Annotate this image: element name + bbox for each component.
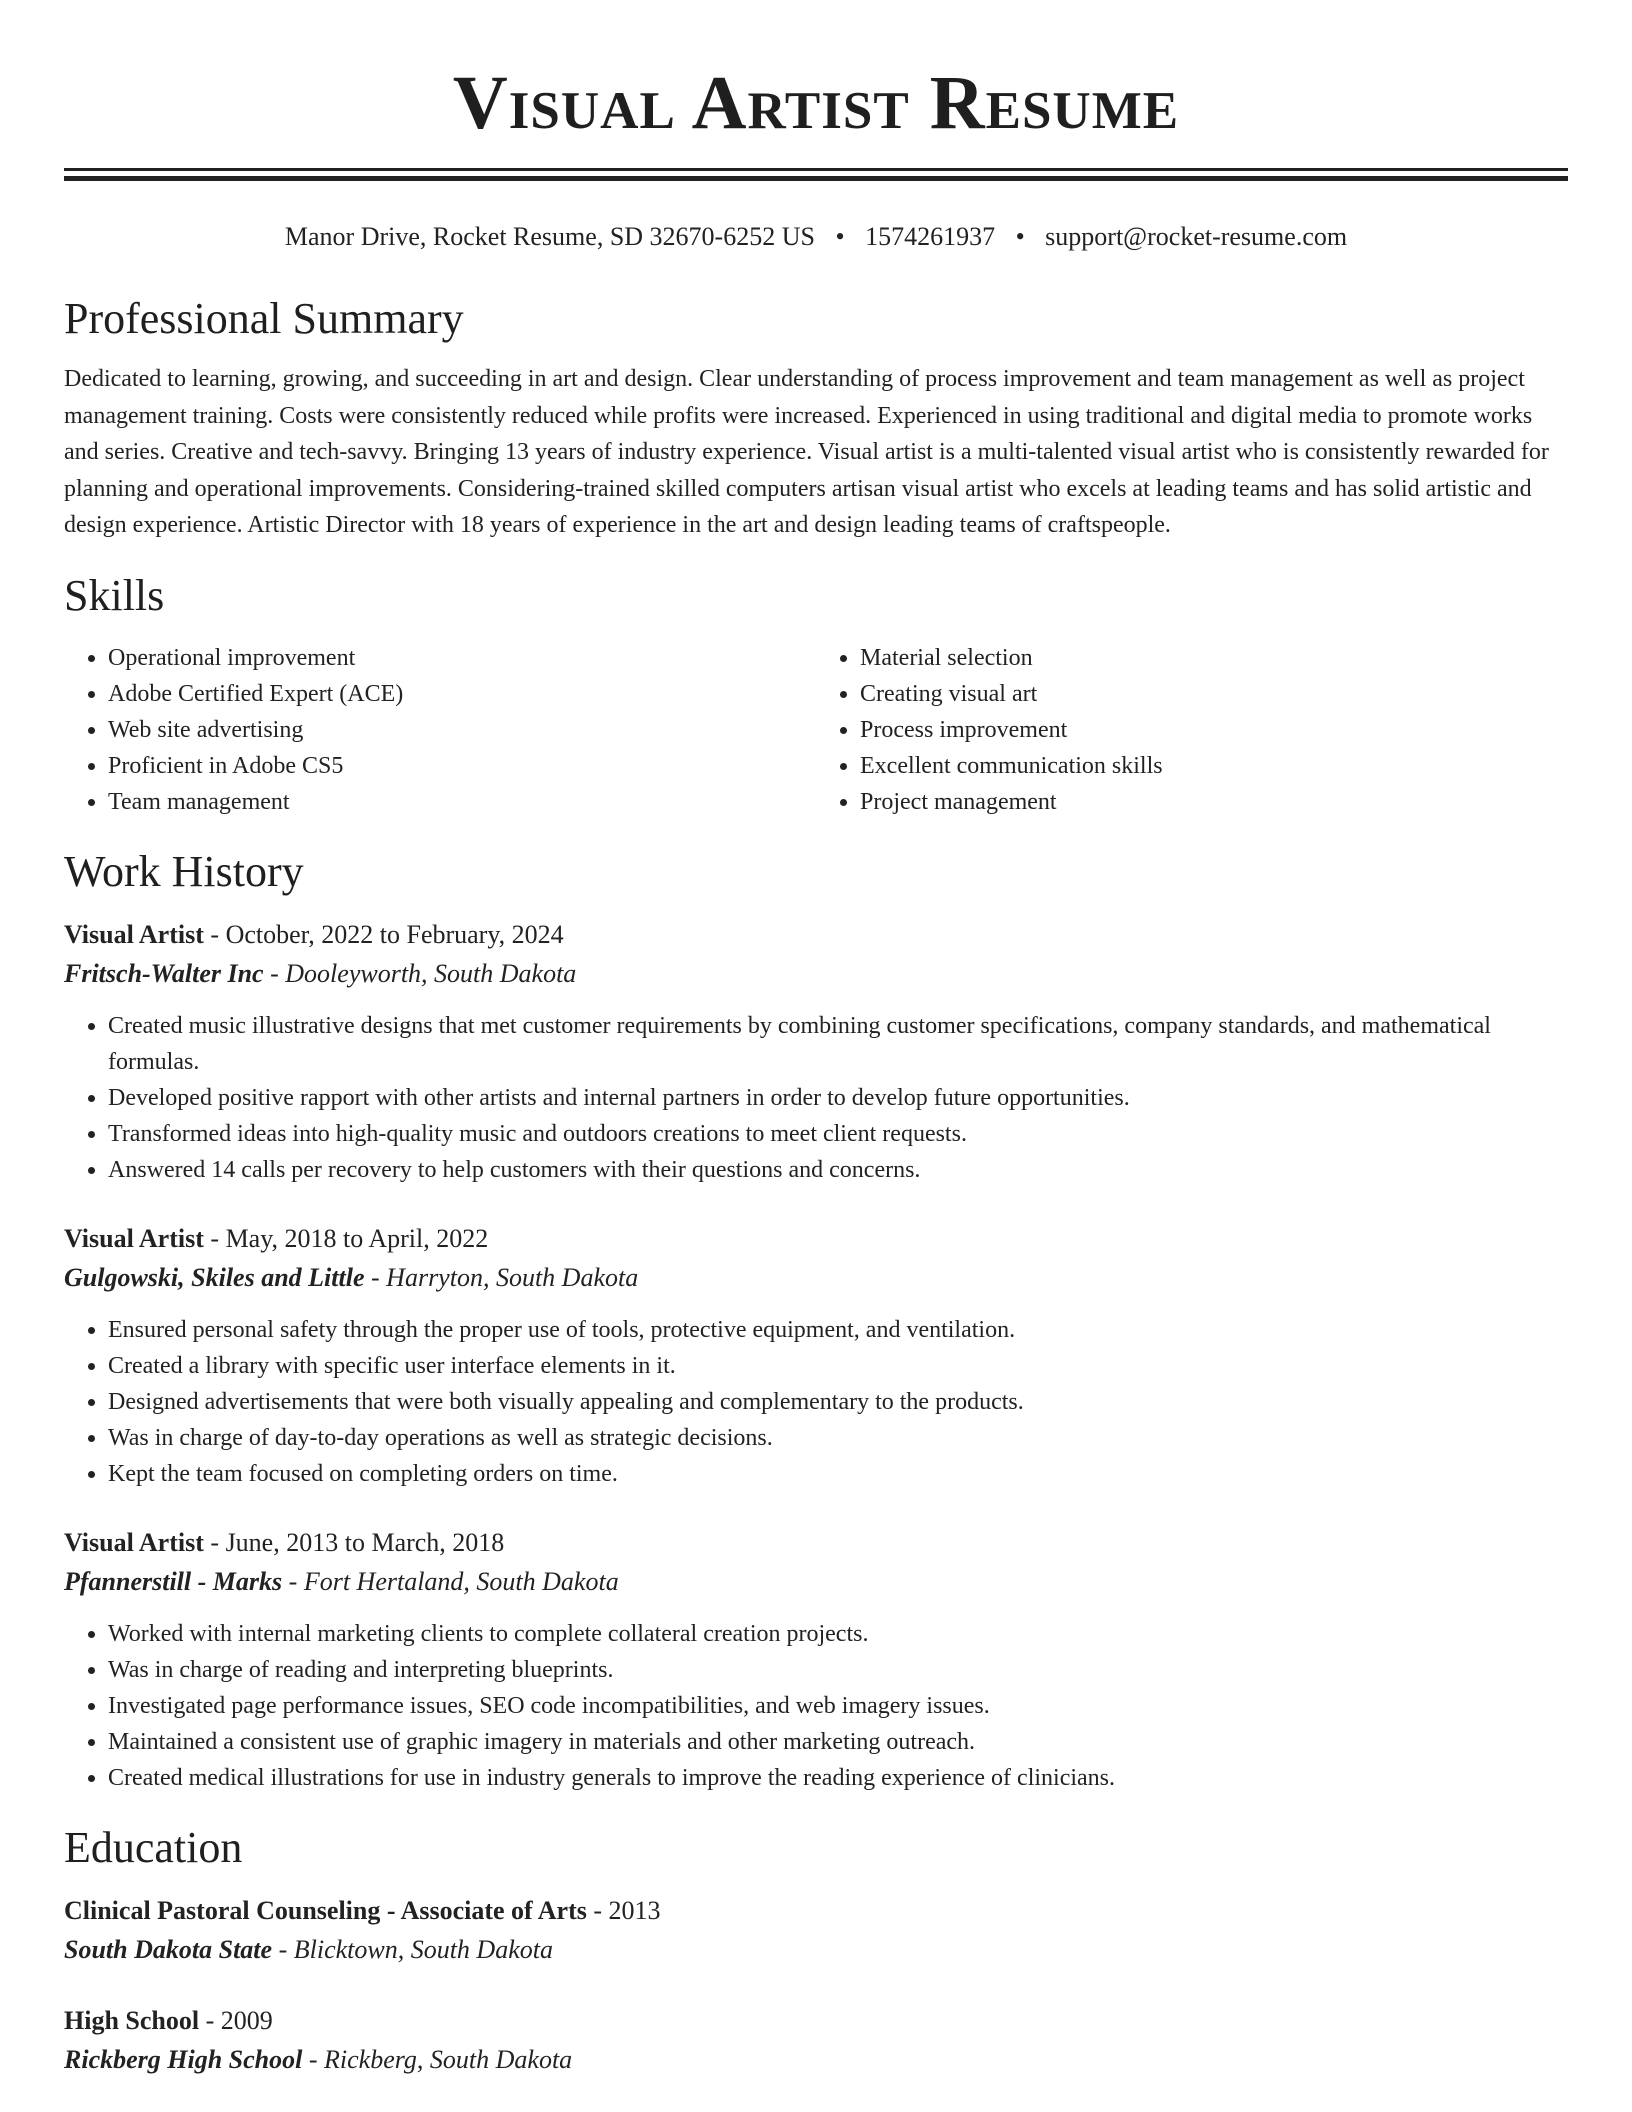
school-location: Rickberg, South Dakota <box>324 2044 573 2074</box>
skill-item: • Project management <box>860 784 1568 820</box>
graduation-year: 2009 <box>220 2005 273 2035</box>
school-line: South Dakota State - Blicktown, South Dakota <box>64 1934 553 1964</box>
work-history-heading: Work History <box>64 846 304 896</box>
degree-line: Clinical Pastoral Counseling - Associate of Arts - 2013 <box>64 1895 661 1925</box>
contact-separator: • <box>835 222 845 251</box>
job-bullet: • Created music illustrative designs that met customer requirements by combining customer specifications, company standards, and mathematical formulas. <box>108 1008 1568 1080</box>
job-title-line: Visual Artist - May, 2018 to April, 2022 <box>64 1223 489 1253</box>
job-bullet: • Transformed ideas into high-quality music and outdoors creations to meet client requests. <box>108 1116 1568 1152</box>
job-bullet: • Investigated page performance issues, SEO code incompatibilities, and web imagery issues. <box>108 1688 1568 1724</box>
contact-separator: • <box>1015 222 1025 251</box>
job-company-line: Fritsch-Walter Inc - Dooleyworth, South Dakota <box>64 958 577 988</box>
contact-phone: 1574261937 <box>865 222 996 251</box>
job-title: Visual Artist <box>64 1527 204 1557</box>
graduation-year: 2013 <box>608 1895 661 1925</box>
school-name: South Dakota State <box>64 1934 273 1964</box>
job-bullets <box>64 1008 1568 1188</box>
skills-list <box>64 640 1568 820</box>
job-bullet: • Worked with internal marketing clients to complete collateral creation projects. <box>108 1616 1568 1652</box>
job-company-line: Pfannerstill - Marks - Fort Hertaland, South Dakota <box>64 1566 619 1596</box>
job-bullets <box>64 1312 1568 1492</box>
job-entry <box>64 916 1568 1188</box>
job-bullet: • Designed advertisements that were both visually appealing and complementary to the products. <box>108 1384 1568 1420</box>
skill-item: • Proficient in Adobe CS5 <box>108 748 816 784</box>
skill-item: • Material selection <box>860 640 1568 676</box>
job-dates: October, 2022 to February, 2024 <box>225 919 564 949</box>
job-bullet: • Kept the team focused on completing orders on time. <box>108 1456 1568 1492</box>
skill-item: • Adobe Certified Expert (ACE) <box>108 676 816 712</box>
job-bullet: • Developed positive rapport with other artists and internal partners in order to develop future opportunities. <box>108 1080 1568 1116</box>
job-bullet: • Answered 14 calls per recovery to help customers with their questions and concerns. <box>108 1152 1568 1188</box>
job-bullets <box>64 1616 1568 1796</box>
job-company: Fritsch-Walter Inc <box>64 958 264 988</box>
skill-item: • Excellent communication skills <box>860 748 1568 784</box>
school-line: Rickberg High School - Rickberg, South Dakota <box>64 2044 573 2074</box>
summary-heading: Professional Summary <box>64 294 464 343</box>
job-bullet: • Was in charge of reading and interpreting blueprints. <box>108 1652 1568 1688</box>
job-location: Harryton, South Dakota <box>386 1262 639 1292</box>
job-bullet: • Ensured personal safety through the proper use of tools, protective equipment, and ventilation. <box>108 1312 1568 1348</box>
job-dates: June, 2013 to March, 2018 <box>225 1527 505 1557</box>
job-entry <box>64 1220 1568 1492</box>
title-divider-thin <box>64 168 1568 171</box>
skills-heading: Skills <box>64 570 165 620</box>
job-bullet: • Created medical illustrations for use in industry generals to improve the reading experience of clinicians. <box>108 1760 1568 1796</box>
job-dates: May, 2018 to April, 2022 <box>225 1223 489 1253</box>
job-company: Gulgowski, Skiles and Little <box>64 1262 365 1292</box>
job-location: Dooleyworth, South Dakota <box>285 958 577 988</box>
skill-item: • Process improvement <box>860 712 1568 748</box>
job-title: Visual Artist <box>64 919 204 949</box>
contact-email: support@rocket-resume.com <box>1045 222 1348 251</box>
education-heading: Education <box>64 1822 243 1872</box>
skills-column-right <box>816 640 1568 820</box>
education-entry <box>64 1892 1568 1970</box>
summary-text: Dedicated to learning, growing, and succeeding in art and design. Clear understanding of process improvement and team management as well as project management training. Costs were consistently reduced while profits were increased. Experienced in using traditional and digital media to promote works and series. Creative and tech-savvy. Bringing 13 years of industry experience. Visual artist is a multi-talented visual artist who is consistently rewarded for planning and operational improvements. Considering-trained skilled computers artisan visual artist who excels at leading teams and has solid artistic and design experience. Artistic Director with 18 years of experience in the art and design leading teams of craftspeople. <box>64 366 1549 539</box>
title-divider-thick <box>64 176 1568 181</box>
contact-address: Manor Drive, Rocket Resume, SD 32670-6252 US <box>284 222 815 251</box>
job-title-line: Visual Artist - June, 2013 to March, 2018 <box>64 1527 505 1557</box>
job-entry <box>64 1524 1568 1796</box>
degree-line: High School - 2009 <box>64 2005 273 2035</box>
job-bullet: • Created a library with specific user interface elements in it. <box>108 1348 1568 1384</box>
degree: High School <box>64 2005 200 2035</box>
contact-line <box>64 221 1568 253</box>
school-name: Rickberg High School <box>64 2044 303 2074</box>
job-company: Pfannerstill - Marks <box>64 1566 283 1596</box>
job-title-line: Visual Artist - October, 2022 to February, 2024 <box>64 919 564 949</box>
job-title: Visual Artist <box>64 1223 204 1253</box>
job-bullet: • Was in charge of day-to-day operations as well as strategic decisions. <box>108 1420 1568 1456</box>
skill-item: • Team management <box>108 784 816 820</box>
skills-column-left <box>64 640 816 820</box>
school-location: Blicktown, South Dakota <box>293 1934 553 1964</box>
job-company-line: Gulgowski, Skiles and Little - Harryton, South Dakota <box>64 1262 639 1292</box>
skill-item: • Creating visual art <box>860 676 1568 712</box>
skill-item: • Web site advertising <box>108 712 816 748</box>
job-bullet: • Maintained a consistent use of graphic imagery in materials and other marketing outreach. <box>108 1724 1568 1760</box>
skill-item: • Operational improvement <box>108 640 816 676</box>
job-location: Fort Hertaland, South Dakota <box>303 1566 619 1596</box>
resume-title: Visual Artist Resume <box>452 61 1180 145</box>
degree: Clinical Pastoral Counseling - Associate of Arts <box>64 1895 587 1925</box>
education-entry <box>64 2002 1568 2080</box>
